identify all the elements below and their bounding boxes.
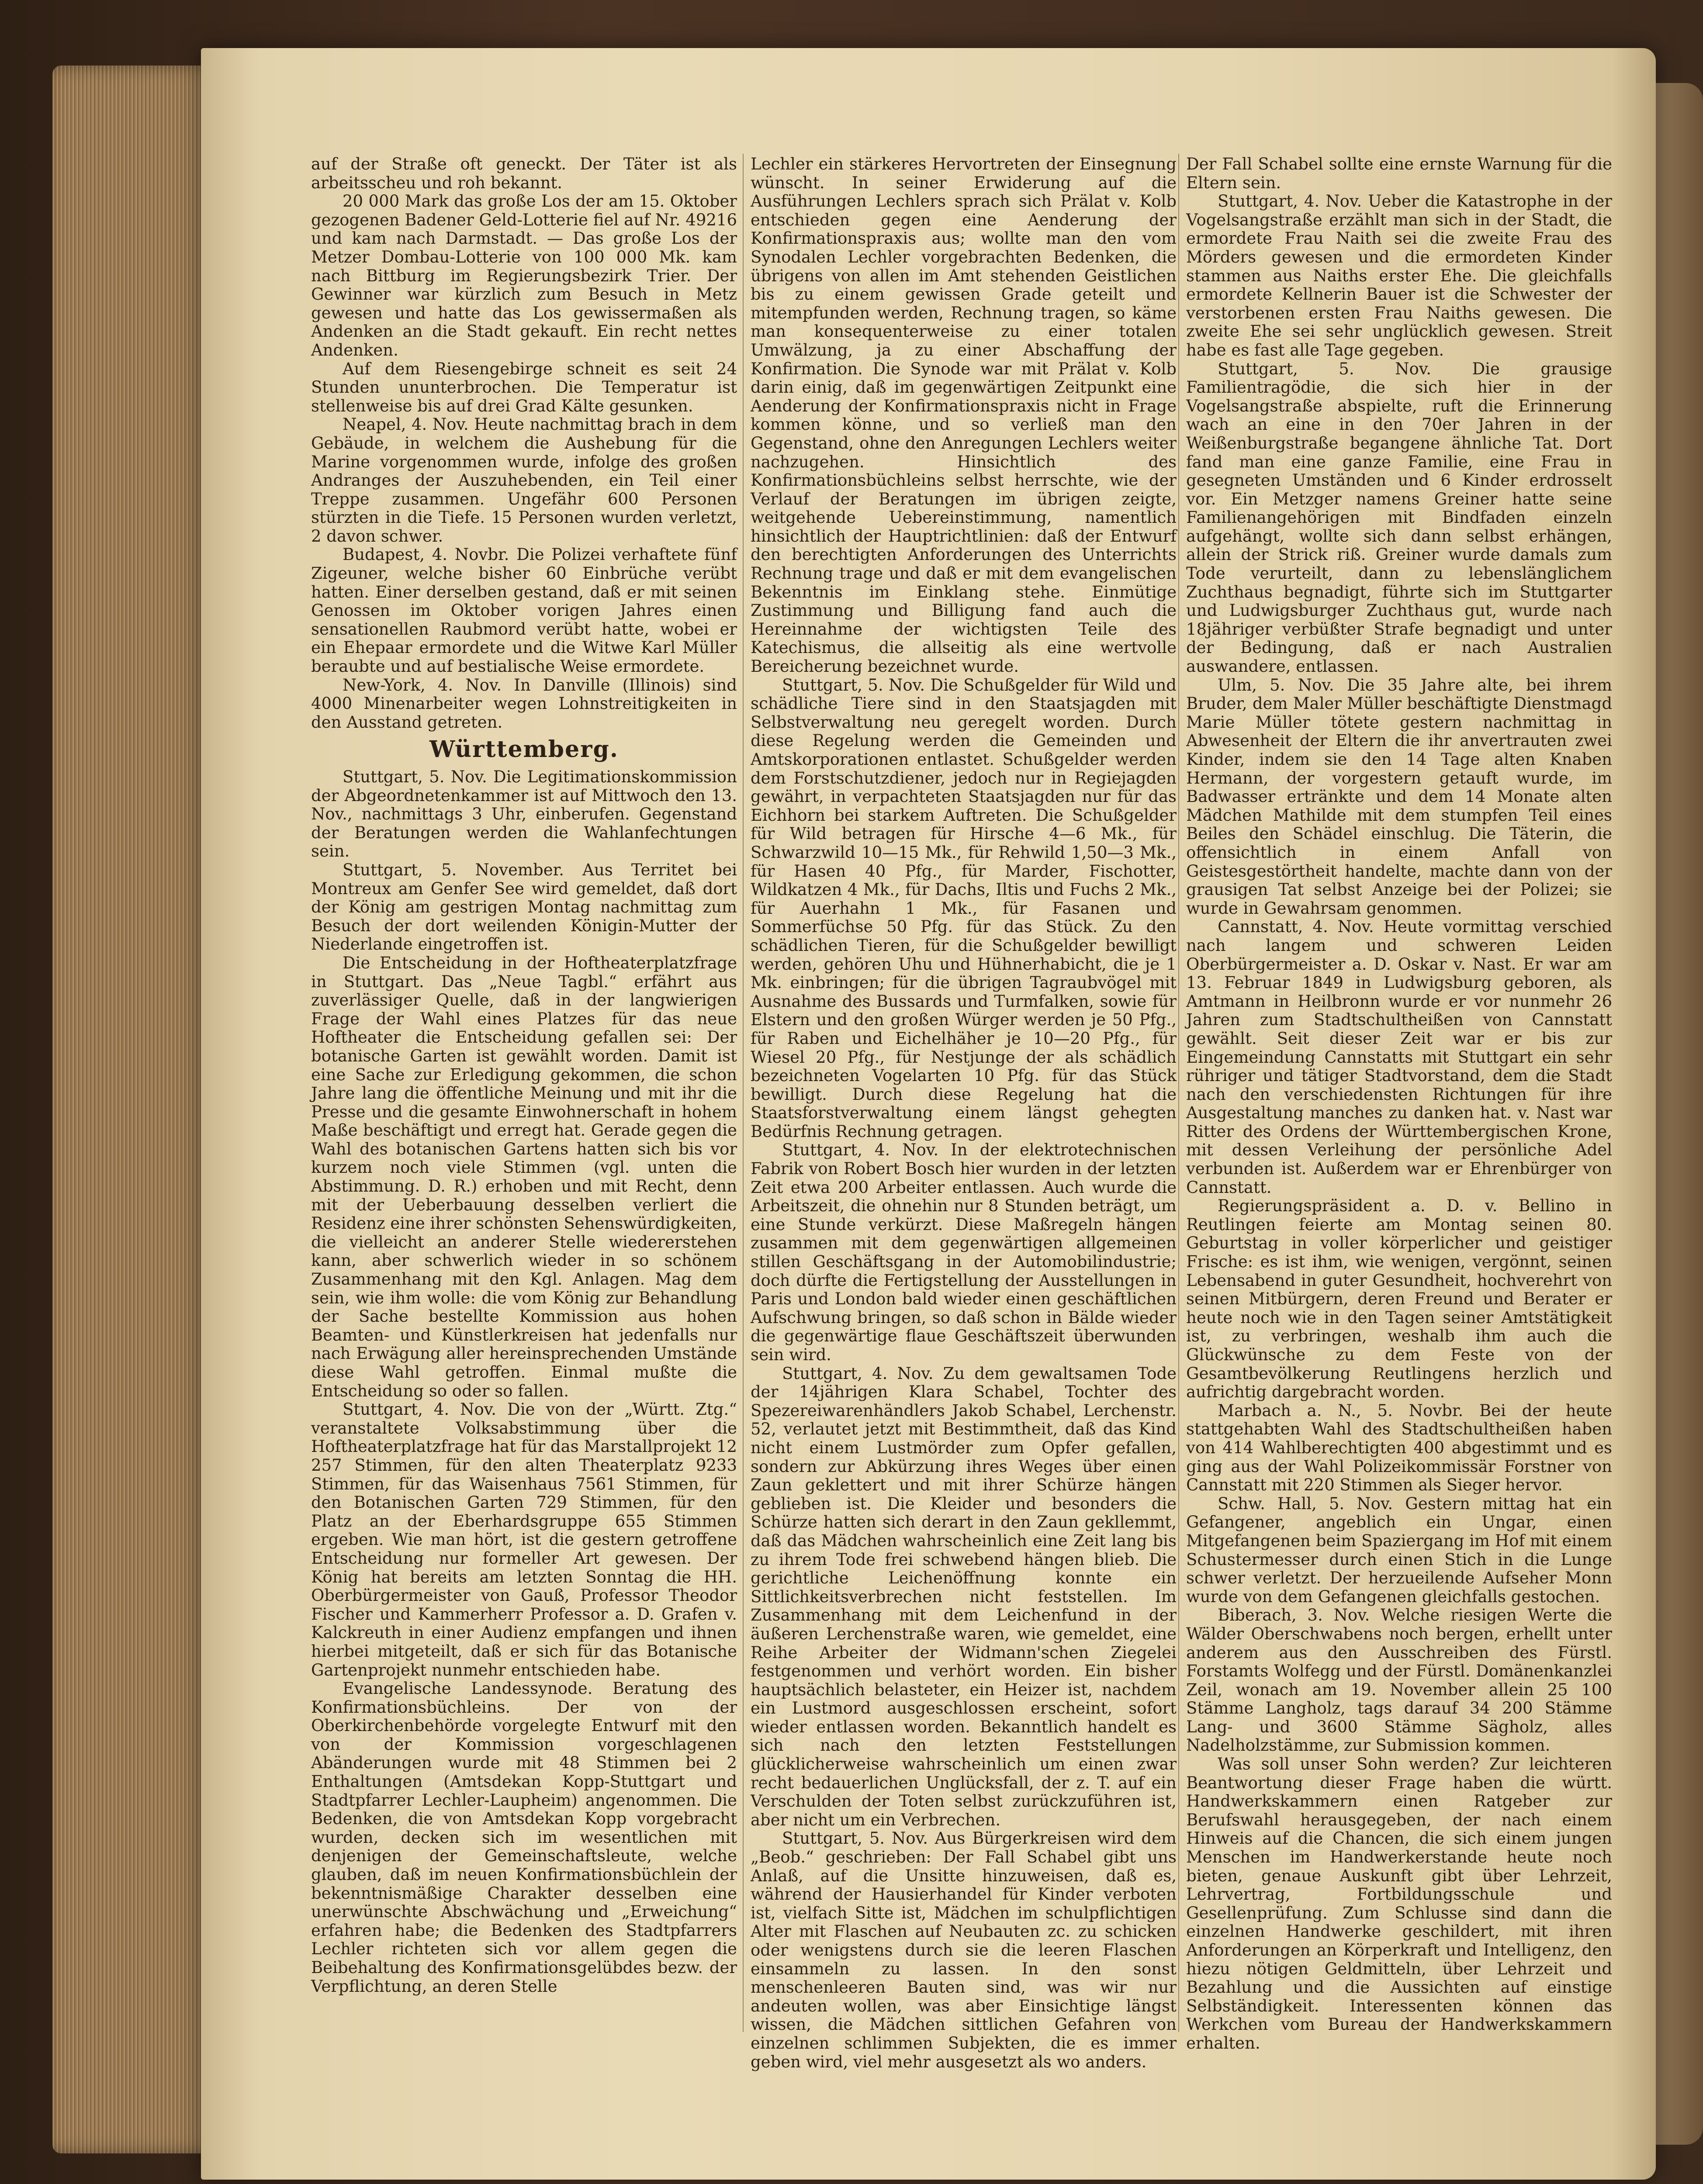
article-paragraph: Evangelische Landessynode. Beratung des Konfirmationsbüchleins. Der von der Oberkirchenbehörde vorgelegte Entwurf mit den von der Kommission vorgeschlagenen Abänderungen wurde mit 48 Stimmen bei 2 Enthaltungen (Amtsdekan Kopp-Stuttgart und Stadtpfarrer Lechler-Laupheim) angenommen. Die Bedenken, die von Amtsdekan Kopp vorgebracht wurden, decken sich im wesentlichen mit denjenigen der Gemeinschaftsleute, welche glauben, daß im neuen Konfirmationsbüchlein der bekenntnismäßige Charakter desselben eine unerwünschte Abschwächung und „Erweichung“ erfahren habe; die Bedenken des Stadtpfarrers Lechler richteten sich vor allem gegen die Beibehaltung des Konfirmationsgelübdes bezw. der Verpflichtung, an deren Stelle <box>311 1679 737 1996</box>
article-paragraph: Stuttgart, 5. Nov. Aus Bürgerkreisen wird dem „Beob.“ geschrieben: Der Fall Schabel gibt uns Anlaß, auf die Unsitte hinzuweisen, daß es, während der Hausierhandel für Kinder verboten ist, vielfach Sitte ist, Mädchen im schulpflichtigen Alter mit Flaschen auf Neubauten zc. zu schicken oder wenigstens durch sie die leeren Flaschen einsammeln zu lassen. In den sonst menschenleeren Bauten sind, was wir nur andeuten wollen, was aber Einsichtige längst wissen, die Mädchen sittlichen Gefahren von einzelnen schlimmen Subjekten, die es immer geben wird, viel mehr ausgesetzt als wo anders. <box>751 1829 1177 2071</box>
column-2 <box>751 155 1177 2071</box>
article-paragraph: Ulm, 5. Nov. Die 35 Jahre alte, bei ihrem Bruder, dem Maler Müller beschäftigte Dienstmagd Marie Müller tötete gestern nachmittag in Abwesenheit der Eltern die ihr anvertrauten zwei Kinder, indem sie den 14 Tage alten Knaben Hermann, der vorgestern getauft wurde, im Badwasser ertränkte und dem 14 Monate alten Mädchen Mathilde mit dem stumpfen Teil eines Beiles den Schädel einschlug. Die Täterin, die offensichtlich in einem Anfall von Geistesgestörtheit handelte, machte dann von der grausigen Tat selbst Anzeige bei der Polizei; sie wurde in Gewahrsam genommen. <box>1186 675 1612 918</box>
article-paragraph: Stuttgart, 4. Nov. In der elektrotechnischen Fabrik von Robert Bosch hier wurden in der letzten Zeit etwa 200 Arbeiter entlassen. Auch wurde die Arbeitszeit, die ohnehin nur 8 Stunden beträgt, um eine Stunde verkürzt. Diese Maßregeln hängen zusammen mit dem gegenwärtigen allgemeinen stillen Geschäftsgang in der Automobilindustrie; doch dürfte die Fertigstellung der Ausstellungen in Paris und London bald wieder einen geschäftlichen Aufschwung bringen, so daß schon in Bälde wieder die gegenwärtige flaue Geschäftszeit überwunden sein wird. <box>751 1140 1177 1364</box>
article-paragraph: Regierungspräsident a. D. v. Bellino in Reutlingen feierte am Montag seinen 80. Geburtstag in voller körperlicher und geistiger Frische: es ist ihm, wie wenigen, vergönnt, seinen Lebensabend in guter Gesundheit, hochverehrt von seinen Mitbürgern, deren Freund und Berater er heute noch wie in den Tagen seiner Amtstätigkeit ist, zu verbringen, weshalb ihm auch die Glückwünsche zu dem Feste von der Gesamtbevölkerung Reutlingens herzlich und aufrichtig dargebracht worden. <box>1186 1196 1612 1402</box>
article-paragraph: Biberach, 3. Nov. Welche riesigen Werte die Wälder Oberschwabens noch bergen, erhellt unter anderem aus den Ausschreiben des Fürstl. Forstamts Wolfegg und der Fürstl. Domänenkanzlei Zeil, wonach am 19. November allein 25 100 Stämme Langholz, tags darauf 34 200 Stämme Lang- und 3600 Stämme Sägholz, alles Nadelholzstämme, zur Submission kommen. <box>1186 1606 1612 1755</box>
article-paragraph: auf der Straße oft geneckt. Der Täter ist als arbeitsscheu und roh bekannt. <box>311 155 737 192</box>
article-paragraph: Was soll unser Sohn werden? Zur leichteren Beantwortung dieser Frage haben die württ. Handwerkskammern einen Ratgeber zur Berufswahl herausgegeben, der nach einem Hinweis auf die Chancen, die sich einem jungen Menschen im Handwerkerstande heute noch bieten, genaue Auskunft gibt über Lehrzeit, Lehrvertrag, Fortbildungsschule und Gesellenprüfung. Zum Schlusse sind dann die einzelnen Handwerke geschildert, mit ihren Anforderungen an Körperkraft und Intelligenz, den hiezu nötigen Geldmitteln, über Lehrzeit und Bezahlung und die Aussichten auf einstige Selbständigkeit. Interessenten können das Werkchen vom Bureau der Handwerkskammern erhalten. <box>1186 1755 1612 2053</box>
article-paragraph: Stuttgart, 4. Nov. Zu dem gewaltsamen Tode der 14jährigen Klara Schabel, Tochter des Spezereiwarenhändlers Jakob Schabel, Lerchenstr. 52, verlautet jetzt mit Bestimmtheit, daß das Kind nicht einem Lustmörder zum Opfer gefallen, sondern zur Abkürzung ihres Weges über einen Zaun geklettert und mit ihrer Schürze hängen geblieben ist. Die Kleider und besonders die Schürze hatten sich derart in den Zaun gekllemmt, daß das Mädchen wahrscheinlich eine Zeit lang bis zu ihrem Tode frei schwebend hängen blieb. Die gerichtliche Leichenöffnung konnte ein Sittlichkeitsverbrechen nicht feststellen. Im Zusammenhang mit dem Leichenfund in der äußeren Lerchenstraße waren, wie gemeldet, eine Reihe Arbeiter der Widmann'schen Ziegelei festgenommen und verhört worden. Ein bisher hauptsächlich belasteter, ein Heizer ist, nachdem ein Lustmord ausgeschlossen erscheint, sofort wieder entlassen worden. Bekanntlich handelt es sich nach den letzten Feststellungen glücklicherweise wahrscheinlich um einen zwar recht bedauerlichen Unglücksfall, der z. T. auf ein Verschulden der Toten selbst zurückzuführen ist, aber nicht um ein Verbrechen. <box>751 1364 1177 1829</box>
article-paragraph: Stuttgart, 5. Nov. Die grausige Familientragödie, die sich hier in der Vogelsangstraße abspielte, ruft die Erinnerung wach an eine in den 70er Jahren in der Weißenburgstraße begangene ähnliche Tat. Dort fand man eine ganze Familie, eine Frau in gesegneten Umständen und 6 Kinder erdrosselt vor. Ein Metzger namens Greiner hatte seine Familienangehörigen mit Bindfaden einzeln aufgehängt, wollte sich dann selbst erhängen, allein der Strick riß. Greiner wurde damals zum Tode verurteilt, dann zu lebenslänglichem Zuchthaus begnadigt, führte sich im Stuttgarter und Ludwigsburger Zuchthaus gut, wurde nach 18jähriger verbüßter Strafe begnadigt und unter der Bedingung, daß er nach Australien auswandere, entlassen. <box>1186 359 1612 676</box>
article-paragraph: Budapest, 4. Novbr. Die Polizei verhaftete fünf Zigeuner, welche bisher 60 Einbrüche verübt hatten. Einer derselben gestand, daß er mit seinen Genossen im Oktober vorigen Jahres einen sensationellen Raubmord verübt hatte, wobei er ein Ehepaar ermordete und die Witwe Karl Müller beraubte und auf bestialische Weise ermordete. <box>311 545 737 676</box>
column-rule <box>1178 154 1179 2032</box>
article-paragraph: Lechler ein stärkeres Hervortreten der Einsegnung wünscht. In seiner Erwiderung auf die Ausführungen Lechlers sprach sich Prälat v. Kolb entschieden gegen eine Aenderung der Konfirmationspraxis aus; wollte man den vom Synodalen Lechler vorgebrachten Bedenken, die übrigens von allen im Amt stehenden Geistlichen bis zu einem gewissen Grade geteilt und mitempfunden werden, Rechnung tragen, so käme man konsequenterweise zu einer totalen Umwälzung, ja zu einer Abschaffung der Konfirmation. Die Synode war mit Prälat v. Kolb darin einig, daß im gegenwärtigen Zeitpunkt eine Aenderung der Konfirmationspraxis nicht in Frage kommen könne, und so verließ man den Gegenstand, ohne den Anregungen Lechlers weiter nachzugehen. Hinsichtlich des Konfirmationsbüchleins selbst herrschte, wie der Verlauf der Beratungen im übrigen zeigte, weitgehende Uebereinstimmung, namentlich hinsichtlich der Hauptrichtlinien: daß der Entwurf den berechtigten Anforderungen des Unterrichts Rechnung trage und daß er mit dem evangelischen Bekenntnis im Einklang stehe. Einmütige Zustimmung und Billigung fand auch die Hereinnahme der wichtigsten Teile des Katechismus, die allseitig als eine wertvolle Bereicherung bezeichnet wurde. <box>751 155 1177 676</box>
article-paragraph: Marbach a. N., 5. Novbr. Bei der heute stattgehabten Wahl des Stadtschultheißen haben von 414 Wahlberechtigten 400 abgestimmt und es ging aus der Wahl Polizeikommissär Forstner von Cannstatt mit 220 Stimmen als Sieger hervor. <box>1186 1401 1612 1495</box>
article-paragraph: New-York, 4. Nov. In Danville (Illinois) sind 4000 Minenarbeiter wegen Lohnstreitigkeiten in den Ausstand getreten. <box>311 675 737 732</box>
article-paragraph: Cannstatt, 4. Nov. Heute vormittag verschied nach langem und schweren Leiden Oberbürgermeister a. D. Oskar v. Nast. Er war am 13. Februar 1849 in Ludwigsburg geboren, als Amtmann in Heilbronn wurde er vor nunmehr 26 Jahren zum Stadtschultheißen von Cannstatt gewählt. Seit dieser Zeit war er bis zur Eingemeindung Cannstatts mit Stuttgart ein sehr rühriger und tätiger Stadtvorstand, dem die Stadt nach den verschiedensten Richtungen für ihre Ausgestaltung manches zu danken hat. v. Nast war Ritter des Ordens der Württembergischen Krone, mit dessen Verleihung der persönliche Adel verbunden ist. Außerdem war er Ehrenbürger von Cannstatt. <box>1186 917 1612 1197</box>
column-3 <box>1186 155 1612 2053</box>
article-paragraph: Stuttgart, 4. Nov. Die von der „Württ. Ztg.“ veranstaltete Volksabstimmung über die Hoftheaterplatzfrage hat für das Marstallprojekt 12 257 Stimmen, für den alten Theaterplatz 9233 Stimmen, für das Waisenhaus 7561 Stimmen, für den Botanischen Garten 729 Stimmen, für den Platz an der Eberhardsgruppe 655 Stimmen ergeben. Wie man hört, ist die gestern getroffene Entscheidung nur formeller Art gewesen. Der König hat bereits am letzten Sonntag die HH. Oberbürgermeister von Gauß, Professor Theodor Fischer und Kammerherr Professor a. D. Grafen v. Kalckreuth in einer Audienz empfangen und ihnen hierbei mitgeteilt, daß er sich für das Botanische Gartenprojekt nunmehr entschieden habe. <box>311 1400 737 1679</box>
article-paragraph: 20 000 Mark das große Los der am 15. Oktober gezogenen Badener Geld-Lotterie fiel auf Nr. 49216 und kam nach Darmstadt. — Das große Los der Metzer Dombau-Lotterie von 100 000 Mk. kam nach Bittburg im Regierungsbezirk Trier. Der Gewinner war kürzlich zum Besuch in Metz gewesen und hatte das Los gewissermaßen als Andenken an die Stadt gekauft. Ein recht nettes Andenken. <box>311 192 737 359</box>
column-1 <box>311 155 737 1996</box>
article-paragraph: Stuttgart, 4. Nov. Ueber die Katastrophe in der Vogelsangstraße erzählt man sich in der Stadt, die ermordete Frau Naith sei die zweite Frau des Mörders gewesen und die ermordeten Kinder stammen aus Naiths erster Ehe. Die gleichfalls ermordete Kellnerin Bauer ist die Schwester der verstorbenen ersten Frau Naiths gewesen. Die zweite Ehe sei sehr unglücklich gewesen. Streit habe es fast alle Tage gegeben. <box>1186 192 1612 359</box>
article-paragraph: Stuttgart, 5. November. Aus Territet bei Montreux am Genfer See wird gemeldet, daß dort der König am gestrigen Montag nachmittag zum Besuch der dort weilenden Königin-Mutter der Niederlande eingetroffen ist. <box>311 860 737 954</box>
article-paragraph: Die Entscheidung in der Hoftheaterplatzfrage in Stuttgart. Das „Neue Tagbl.“ erfährt aus zuverlässiger Quelle, daß in der langwierigen Frage der Wahl eines Platzes für das neue Hoftheater die Entscheidung gefallen sei: Der botanische Garten ist gewählt worden. Damit ist eine Sache zur Erledigung gekommen, die schon Jahre lang die öffentliche Meinung und mit ihr die Presse und die gesamte Einwohnerschaft in hohem Maße beschäftigt und erregt hat. Gerade gegen die Wahl des botanischen Gartens hatten sich bis vor kurzem noch viele Stimmen (vgl. unten die Abstimmung. D. R.) erhoben und mit Recht, denn mit der Ueberbauung desselben verliert die Residenz eine ihrer schönsten Sehenswürdigkeiten, die vielleicht an anderer Stelle wiedererstehen kann, aber schwerlich wieder in so schönem Zusammenhang mit den Kgl. Anlagen. Mag dem sein, wie ihm wolle: die vom König zur Behandlung der Sache bestellte Kommission aus hohen Beamten- und Künstlerkreisen hat jedenfalls nur nach Erwägung aller hereinsprechenden Umstände diese Wahl getroffen. Einmal mußte die Entscheidung so oder so fallen. <box>311 953 737 1400</box>
article-paragraph: Stuttgart, 5. Nov. Die Legitimationskommission der Abgeordnetenkammer ist auf Mittwoch den 13. Nov., nachmittags 3 Uhr, einberufen. Gegenstand der Beratungen werden die Wahlanfechtungen sein. <box>311 767 737 861</box>
article-paragraph: Schw. Hall, 5. Nov. Gestern mittag hat ein Gefangener, angeblich ein Ungar, einen Mitgefangenen beim Spaziergang im Hof mit einem Schustermesser durch einen Stich in die Lunge schwer verletzt. Der herzueilende Aufseher Monn wurde von dem Gefangenen gleichfalls gestochen. <box>1186 1494 1612 1606</box>
article-paragraph: Auf dem Riesengebirge schneit es seit 24 Stunden ununterbrochen. Die Temperatur ist stellenweise bis auf drei Grad Kälte gesunken. <box>311 359 737 415</box>
article-paragraph: Der Fall Schabel sollte eine ernste Warnung für die Eltern sein. <box>1186 155 1612 192</box>
column-rule <box>743 154 744 2032</box>
article-paragraph: Neapel, 4. Nov. Heute nachmittag brach in dem Gebäude, in welchem die Aushebung für die Marine vorgenommen wurde, infolge des großen Andranges der Auszuhebenden, ein Teil einer Treppe zusammen. Ungefähr 600 Personen stürzten in die Tiefe. 15 Personen wurden verletzt, 2 davon schwer. <box>311 415 737 546</box>
article-paragraph: Stuttgart, 5. Nov. Die Schußgelder für Wild und schädliche Tiere sind in den Staatsjagden mit Selbstverwaltung neu geregelt worden. Durch diese Regelung werden die Gemeinden und Amtskorporationen entlastet. Schußgelder werden dem Forstschutzdiener, jedoch nur in Regiejagden gewährt, in verpachteten Staatsjagden nur für das Eichhorn bei starkem Auftreten. Die Schußgelder für Wild betragen für Hirsche 4—6 Mk., für Schwarzwild 10—15 Mk., für Rehwild 1,50—3 Mk., für Hasen 40 Pfg., für Marder, Fischotter, Wildkatzen 4 Mk., für Dachs, Iltis und Fuchs 2 Mk., für Auerhahn 1 Mk., für Fasanen und Sommerfüchse 50 Pfg. für das Stück. Zu den schädlichen Tieren, für die Schußgelder bewilligt werden, gehören Uhu und Hühnerhabicht, die je 1 Mk. einbringen; für die übrigen Tagraubvögel mit Ausnahme des Bussards und Turmfalken, sowie für Elstern und den großen Würger werden je 50 Pfg., für Raben und Eichelhäher je 10—20 Pfg., für Wiesel 20 Pfg., für Nestjunge der als schädlich bezeichneten Vogelarten 10 Pfg. für das Stück bewilligt. Durch diese Regelung hat die Staatsforstverwaltung einem längst gehegten Bedürfnis Rechnung getragen. <box>751 675 1177 1141</box>
section-heading: Württemberg. <box>429 736 619 763</box>
